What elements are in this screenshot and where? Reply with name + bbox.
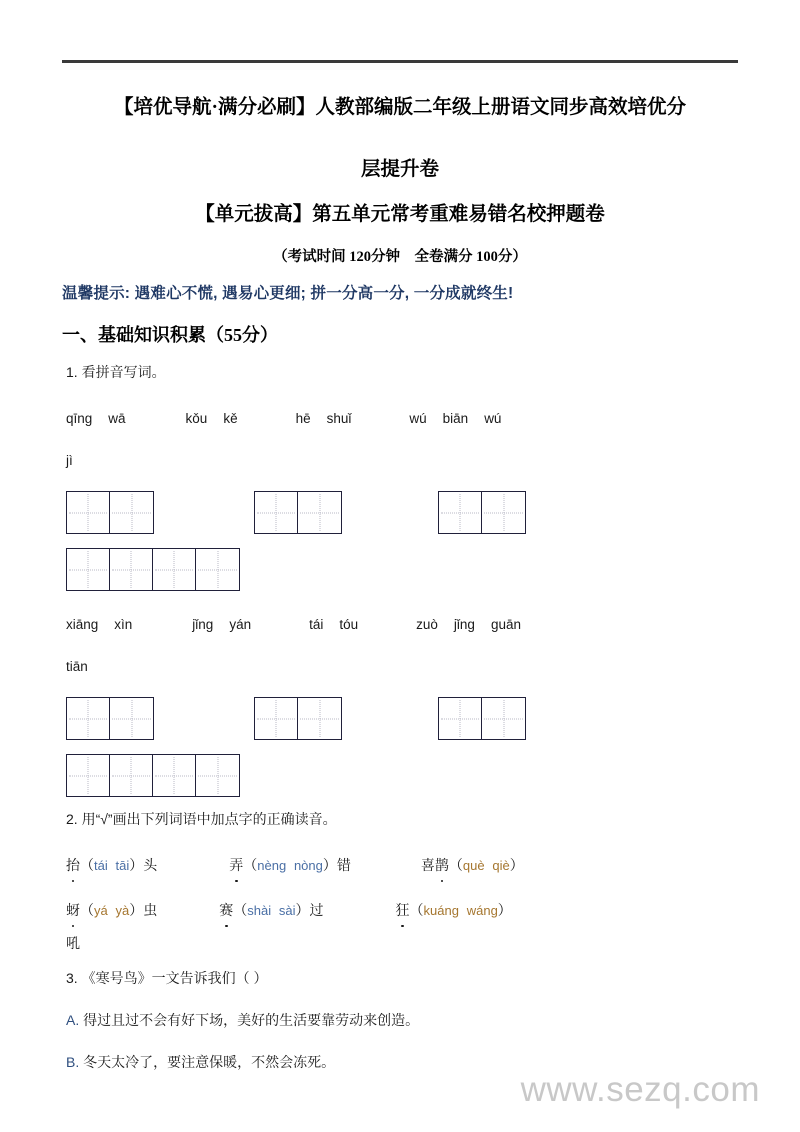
tianzige-cell[interactable] bbox=[439, 698, 482, 739]
choice-suffix: 错 bbox=[336, 857, 351, 873]
question-1-number: 1. bbox=[66, 364, 78, 380]
tianzige-cell[interactable] bbox=[439, 492, 482, 533]
tianzige-group[interactable] bbox=[254, 491, 342, 534]
tianzige-cell[interactable] bbox=[110, 492, 153, 533]
pinyin-option[interactable]: wáng bbox=[466, 903, 498, 918]
pinyin-syllable: yán bbox=[229, 617, 252, 632]
tianzige-group[interactable] bbox=[254, 697, 342, 740]
option-letter: A. bbox=[66, 1012, 80, 1028]
warm-tip: 温馨提示: 遇难心不慌, 遇易心更细; 拼一分高一分, 一分成就终生! bbox=[62, 285, 514, 302]
pinyin-option[interactable]: yà bbox=[115, 903, 130, 918]
pinyin-option[interactable]: kuáng bbox=[423, 903, 459, 918]
choice-suffix: 头 bbox=[143, 857, 158, 873]
question-1-prompt: 看拼音写词。 bbox=[81, 364, 166, 380]
choice-suffix: 过 bbox=[309, 902, 324, 918]
pinyin-syllable: wā bbox=[108, 411, 126, 426]
pinyin-syllable: tái bbox=[309, 617, 324, 632]
pinyin-syllable: shuǐ bbox=[326, 411, 352, 426]
tianzige-cell[interactable] bbox=[196, 549, 239, 590]
site-watermark: www.sezq.com bbox=[520, 1070, 760, 1109]
choice-suffix: 虫 bbox=[143, 902, 158, 918]
pinyin-syllable: jǐng bbox=[453, 617, 475, 632]
option-text: 得过且过不会有好下场，美好的生活要靠劳动来创造。 bbox=[83, 1012, 420, 1028]
pinyin-syllable: wú bbox=[409, 411, 427, 426]
tianzige-cell[interactable] bbox=[255, 698, 298, 739]
question-1-line bbox=[66, 359, 738, 385]
pinyin-syllable: xìn bbox=[114, 617, 133, 632]
choice-item[interactable]: 赛（shài sài）过 bbox=[219, 895, 323, 926]
choice-item[interactable]: 弄（nèng nòng）错 bbox=[229, 850, 351, 881]
header-divider bbox=[62, 60, 738, 63]
dotted-char: 狂 bbox=[396, 895, 410, 925]
tianzige-cell[interactable] bbox=[67, 549, 110, 590]
option-text: 冬天太冷了，要注意保暖，不然会冻死。 bbox=[83, 1054, 336, 1070]
choice-item[interactable]: 喜鹊（què qiè） bbox=[421, 850, 524, 881]
dotted-char: 赛 bbox=[219, 895, 233, 925]
question-3-number: 3. bbox=[66, 970, 78, 986]
question-3-option-a[interactable] bbox=[66, 1007, 738, 1033]
tianzige-cell[interactable] bbox=[67, 698, 110, 739]
tianzige-cell[interactable] bbox=[255, 492, 298, 533]
question-3-prompt: 《寒号鸟》一文告诉我们（ ） bbox=[81, 970, 268, 986]
pinyin-syllable: guān bbox=[490, 617, 521, 632]
question-2-number: 2. bbox=[66, 811, 78, 827]
exam-meta: （考试时间 120分钟 全卷满分 100分） bbox=[273, 249, 527, 265]
pinyin-group bbox=[66, 613, 132, 637]
tianzige-group[interactable] bbox=[66, 548, 240, 591]
pinyin-syllable: biān bbox=[442, 411, 469, 426]
tianzige-cell[interactable] bbox=[153, 549, 196, 590]
tianzige-cell[interactable] bbox=[110, 755, 153, 796]
tianzige-cell[interactable] bbox=[67, 755, 110, 796]
pinyin-syllable: tóu bbox=[339, 617, 359, 632]
char-grid-row-3 bbox=[66, 697, 738, 740]
choice-prefix: 喜 bbox=[420, 857, 435, 873]
char-grid-row-2 bbox=[66, 548, 738, 591]
pinyin-option[interactable]: shài bbox=[247, 903, 272, 918]
question-2-prompt: 用“√”画出下列词语中加点字的正确读音。 bbox=[81, 811, 337, 827]
pinyin-option[interactable]: tái bbox=[94, 858, 108, 873]
tianzige-cell[interactable] bbox=[67, 492, 110, 533]
dotted-char: 抬 bbox=[66, 850, 80, 880]
tianzige-cell[interactable] bbox=[110, 698, 153, 739]
pinyin-option[interactable]: yá bbox=[94, 903, 108, 918]
tianzige-cell[interactable] bbox=[298, 492, 341, 533]
pinyin-group bbox=[296, 407, 352, 431]
question-2-line bbox=[66, 806, 738, 832]
pinyin-syllable: jǐng bbox=[192, 617, 214, 632]
pinyin-row-1 bbox=[66, 407, 738, 431]
pinyin-syllable: qīng bbox=[66, 411, 93, 426]
choice-item[interactable]: 狂（kuáng wáng） bbox=[396, 895, 512, 926]
tianzige-group[interactable] bbox=[438, 697, 526, 740]
question-2-choices-row-2 bbox=[66, 895, 738, 926]
dotted-char: 鹊 bbox=[435, 850, 449, 880]
pinyin-option[interactable]: nèng bbox=[257, 858, 287, 873]
document-title-line1: 【培优导航·满分必刷】人教部编版二年级上册语文同步高效培优分 bbox=[113, 97, 686, 118]
document-title-line2: 层提升卷 bbox=[360, 159, 439, 180]
tianzige-cell[interactable] bbox=[298, 698, 341, 739]
dotted-char: 弄 bbox=[229, 850, 243, 880]
pinyin-syllable: kǒu bbox=[185, 411, 208, 426]
pinyin-option[interactable]: tāi bbox=[115, 858, 130, 873]
pinyin-option[interactable]: sài bbox=[278, 903, 296, 918]
tianzige-group[interactable] bbox=[438, 491, 526, 534]
pinyin-group bbox=[309, 613, 358, 637]
tianzige-group[interactable] bbox=[66, 754, 240, 797]
tianzige-cell[interactable] bbox=[482, 492, 525, 533]
pinyin-syllable: xiāng bbox=[66, 617, 99, 632]
tianzige-group[interactable] bbox=[66, 697, 154, 740]
question-2-choices-row-1 bbox=[66, 850, 738, 881]
pinyin-group bbox=[192, 613, 251, 637]
option-letter: B. bbox=[66, 1054, 80, 1070]
pinyin-group bbox=[186, 407, 238, 431]
pinyin-syllable: zuò bbox=[416, 617, 438, 632]
document-subtitle: 【单元拔高】第五单元常考重难易错名校押题卷 bbox=[195, 204, 605, 225]
tianzige-cell[interactable] bbox=[482, 698, 525, 739]
pinyin-group bbox=[409, 407, 501, 431]
pinyin-syllable: hē bbox=[295, 411, 311, 426]
page-content bbox=[0, 60, 800, 1075]
tianzige-cell[interactable] bbox=[153, 755, 196, 796]
pinyin-option[interactable]: què bbox=[462, 858, 485, 873]
pinyin-syllable: wú bbox=[484, 411, 502, 426]
tianzige-cell[interactable] bbox=[110, 549, 153, 590]
dotted-char: 蚜 bbox=[66, 895, 80, 925]
tianzige-group[interactable] bbox=[66, 491, 154, 534]
section-heading-1: 一、基础知识积累（55分） bbox=[62, 325, 278, 345]
pinyin-option[interactable]: nòng bbox=[293, 858, 323, 873]
char-grid-row-4 bbox=[66, 754, 738, 797]
pinyin-group bbox=[66, 407, 126, 431]
choice-item[interactable]: 蚜（yá yà）虫 bbox=[66, 895, 157, 926]
pinyin-option[interactable]: qiè bbox=[492, 858, 510, 873]
pinyin-row-1-wrap: jì bbox=[66, 453, 73, 468]
pinyin-group bbox=[416, 613, 521, 637]
question-3-line bbox=[66, 965, 738, 991]
choice-item[interactable]: 抬（tái tāi）头 bbox=[66, 850, 157, 881]
question-2-wrap-char: 吼 bbox=[66, 935, 80, 951]
char-grid-row-1 bbox=[66, 491, 738, 534]
pinyin-row-2-wrap: tiān bbox=[66, 659, 88, 674]
pinyin-row-2 bbox=[66, 613, 738, 637]
tianzige-cell[interactable] bbox=[196, 755, 239, 796]
pinyin-syllable: kě bbox=[223, 411, 238, 426]
